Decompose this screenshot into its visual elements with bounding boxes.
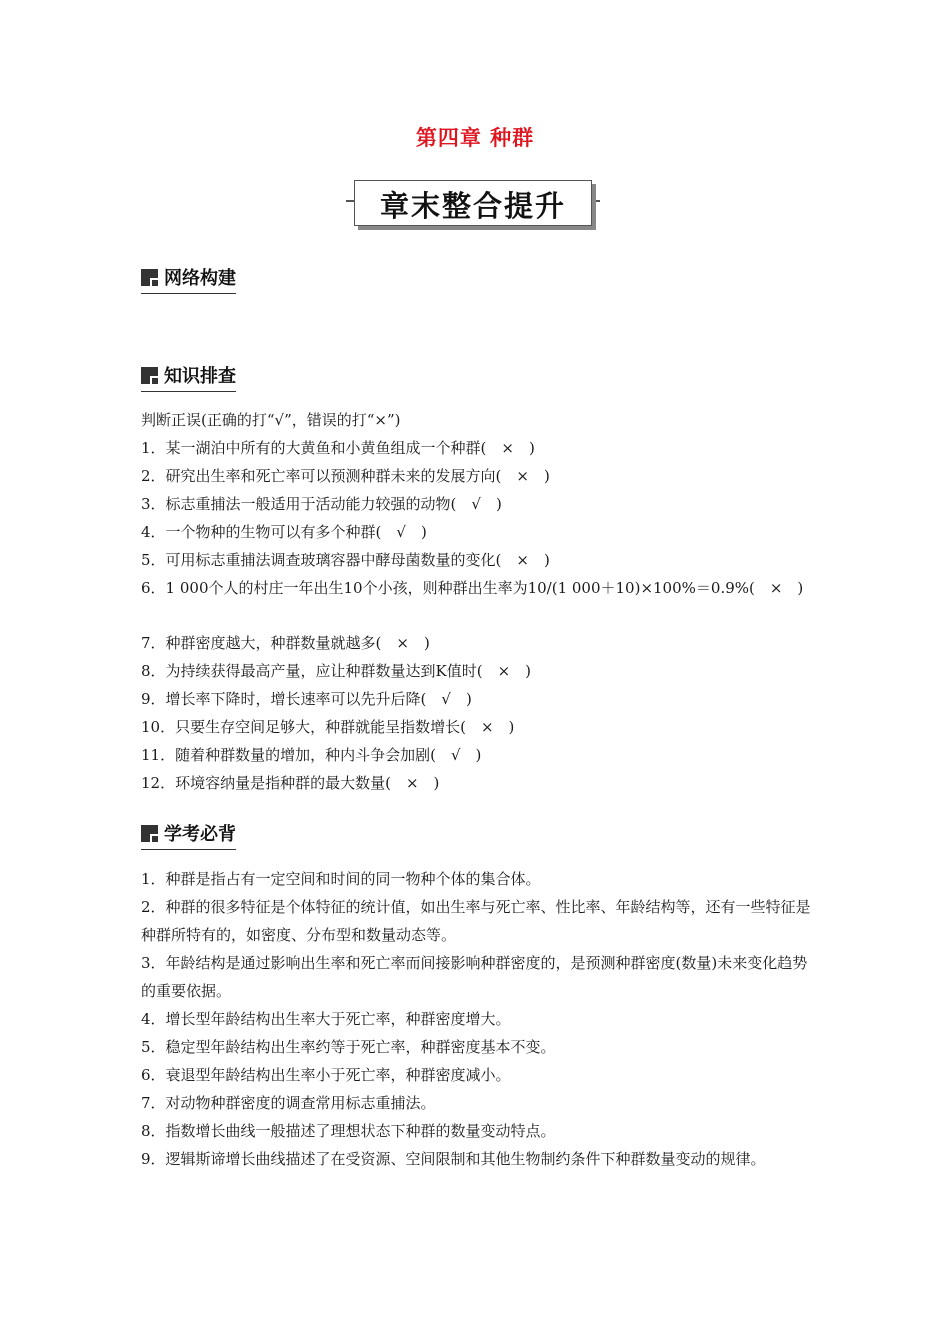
chapter-title: 第四章 种群 — [415, 126, 535, 150]
must-know-item: 6．衰退型年龄结构出生率小于死亡率，种群密度减小。 — [141, 1066, 511, 1084]
knowledge-intro: 判断正误(正确的打“√”，错误的打“×”) — [141, 411, 401, 429]
section-must-know-label: 学考必背 — [164, 824, 236, 845]
must-know-item: 7．对动物种群密度的调查常用标志重捕法。 — [141, 1094, 436, 1112]
must-know-item: 1．种群是指占有一定空间和时间的同一物种个体的集合体。 — [141, 870, 541, 888]
knowledge-item: 6．1 000个人的村庄一年出生10个小孩，则种群出生率为10/(1 000＋10)×100%＝0.9%( × ) — [141, 579, 804, 597]
must-know-item: 8．指数增长曲线一般描述了理想状态下种群的数量变动特点。 — [141, 1122, 556, 1140]
section-network-label: 网络构建 — [164, 268, 236, 289]
knowledge-item: 5．可用标志重捕法调查玻璃容器中酵母菌数量的变化( × ) — [141, 551, 550, 569]
section-square-icon — [141, 825, 158, 842]
knowledge-item: 11．随着种群数量的增加，种内斗争会加剧( √ ) — [141, 746, 482, 764]
knowledge-item: 8．为持续获得最高产量，应让种群数量达到K值时( × ) — [141, 662, 532, 680]
must-know-item: 3．年龄结构是通过影响出生率和死亡率而间接影响种群密度的，是预测种群密度(数量)未来变化趋势的重要依据。 — [141, 954, 808, 1000]
knowledge-item: 7．种群密度越大，种群数量就越多( × ) — [141, 634, 430, 652]
section-knowledge-label: 知识排查 — [164, 366, 236, 387]
must-know-item: 2．种群的很多特征是个体特征的统计值，如出生率与死亡率、性比率、年龄结构等，还有一些特征是种群所特有的，如密度、分布型和数量动态等。 — [141, 898, 811, 944]
knowledge-item: 9．增长率下降时，增长速率可以先升后降( √ ) — [141, 690, 472, 708]
section-knowledge-heading — [141, 362, 236, 392]
section-square-icon — [141, 269, 158, 286]
must-know-item: 4．增长型年龄结构出生率大于死亡率，种群密度增大。 — [141, 1010, 511, 1028]
section-must-know-heading — [141, 820, 236, 850]
knowledge-item: 12．环境容纳量是指种群的最大数量( × ) — [141, 774, 440, 792]
knowledge-item: 2．研究出生率和死亡率可以预测种群未来的发展方向( × ) — [141, 467, 550, 485]
summary-banner — [346, 180, 600, 228]
must-know-item: 9．逻辑斯谛增长曲线描述了在受资源、空间限制和其他生物制约条件下种群数量变动的规律。 — [141, 1150, 766, 1168]
knowledge-item: 3．标志重捕法一般适用于活动能力较强的动物( √ ) — [141, 495, 502, 513]
section-square-icon — [141, 367, 158, 384]
knowledge-item: 4．一个物种的生物可以有多个种群( √ ) — [141, 523, 427, 541]
knowledge-item: 10．只要生存空间足够大，种群就能呈指数增长( × ) — [141, 718, 515, 736]
banner-title: 章末整合提升 — [379, 189, 566, 223]
knowledge-item: 1．某一湖泊中所有的大黄鱼和小黄鱼组成一个种群( × ) — [141, 439, 535, 457]
must-know-item: 5．稳定型年龄结构出生率约等于死亡率，种群密度基本不变。 — [141, 1038, 556, 1056]
section-network-heading — [141, 264, 236, 294]
